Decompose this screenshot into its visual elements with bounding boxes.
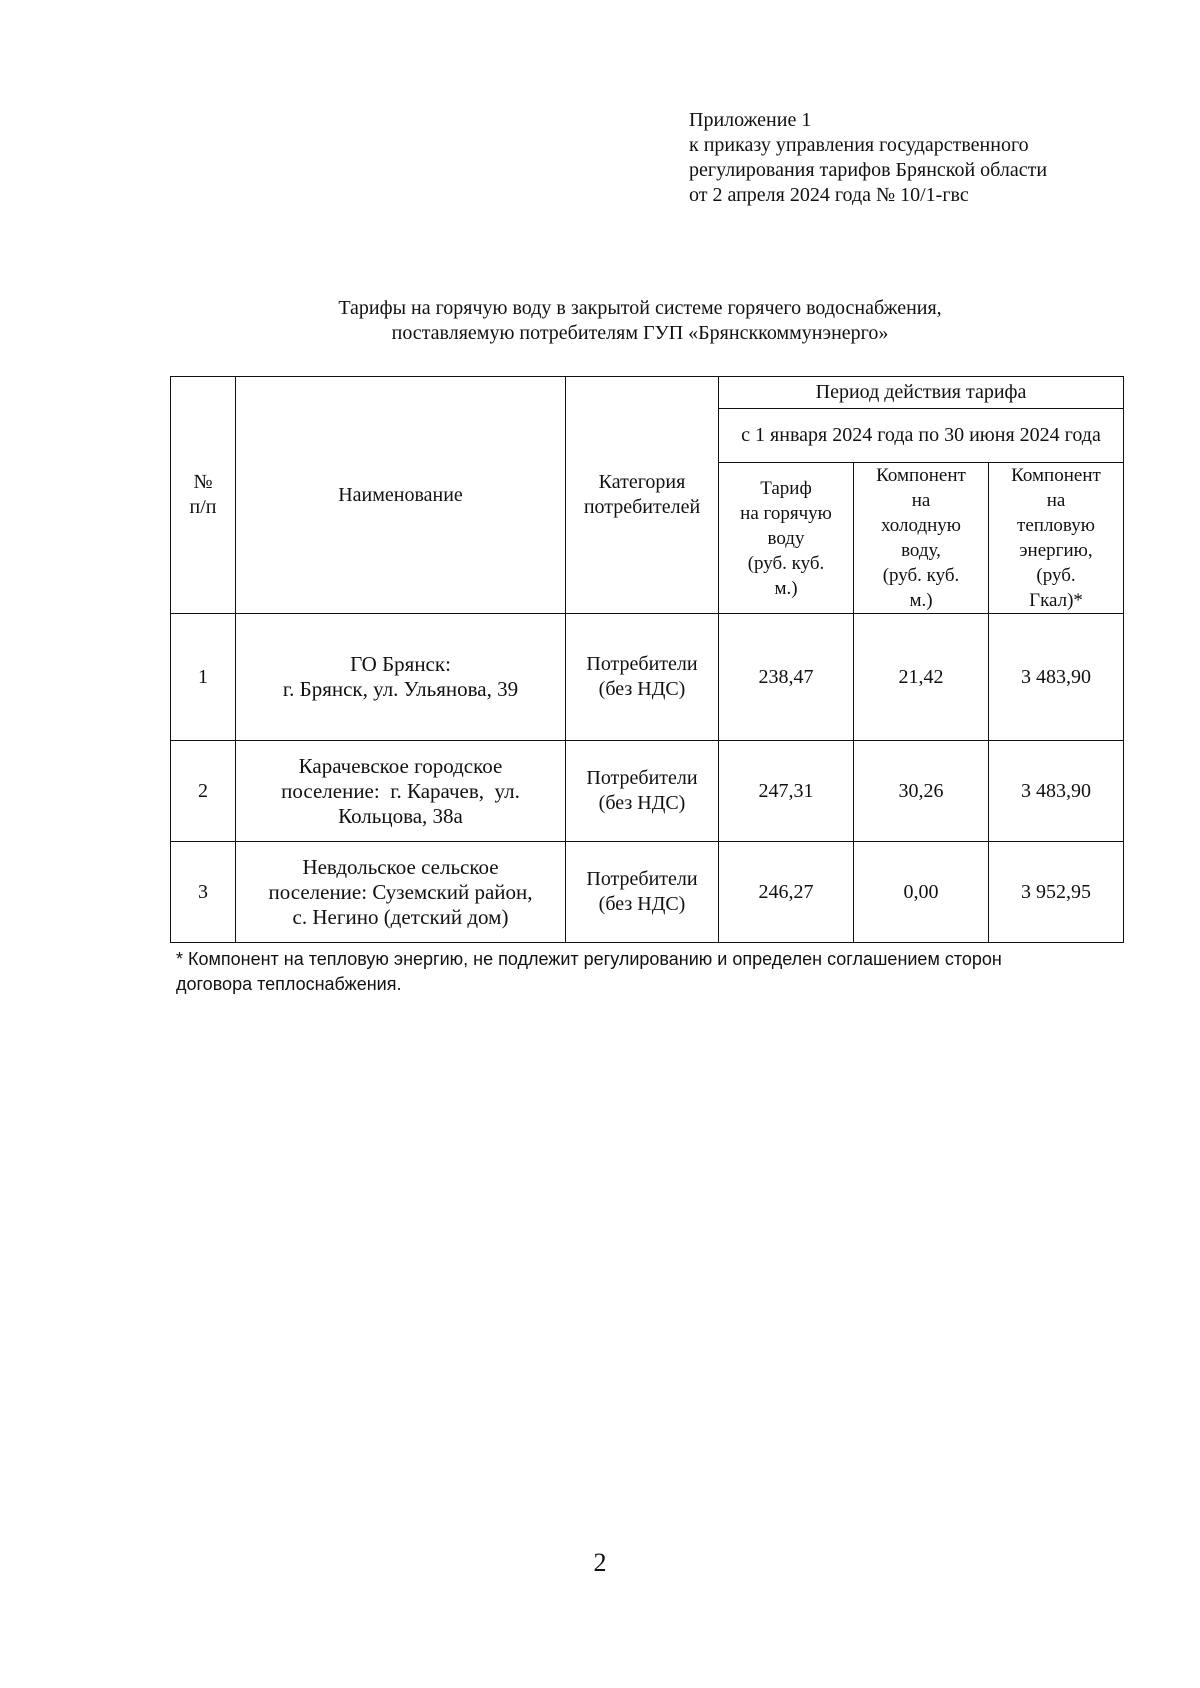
header-heat-component: Компонент на тепловую энергию, (руб. Гкал)*	[989, 463, 1124, 614]
header-name: Наименование	[236, 377, 566, 614]
header-period: Период действия тарифа	[719, 377, 1124, 409]
appendix-header	[689, 108, 1047, 208]
header-period-range: с 1 января 2024 года по 30 июня 2024 года	[719, 409, 1124, 463]
appendix-line: Приложение 1	[689, 109, 812, 131]
table-row	[171, 614, 1124, 741]
appendix-line: к приказу управления государственного	[689, 134, 1029, 156]
cell-num: 3	[171, 842, 236, 943]
cell-heat: 3 952,95	[989, 842, 1124, 943]
title-line-1: Тарифы на горячую воду в закрытой системе горячего водоснабжения,	[338, 297, 942, 319]
header-tariff: Тариф на горячую воду (руб. куб. м.)	[719, 463, 854, 614]
cell-cold: 0,00	[854, 842, 989, 943]
cell-name: Невдольское сельское поселение: Суземский район, с. Негино (детский дом)	[236, 842, 566, 943]
page-number: 2	[593, 1548, 607, 1577]
footnote	[176, 947, 1136, 997]
appendix-line: регулирования тарифов Брянской области	[689, 159, 1048, 181]
cell-tariff: 246,27	[719, 842, 854, 943]
cell-heat: 3 483,90	[989, 741, 1124, 842]
header-cold-component: Компонент на холодную воду, (руб. куб. м.)	[854, 463, 989, 614]
cell-cold: 30,26	[854, 741, 989, 842]
cell-num: 1	[171, 614, 236, 741]
cell-tariff: 238,47	[719, 614, 854, 741]
table-row	[171, 842, 1124, 943]
cell-cold: 21,42	[854, 614, 989, 741]
title-line-2: поставляемую потребителям ГУП «Брянсккоммунэнерго»	[391, 322, 889, 344]
cell-name: ГО Брянск: г. Брянск, ул. Ульянова, 39	[236, 614, 566, 741]
cell-heat: 3 483,90	[989, 614, 1124, 741]
header-row-1	[171, 377, 1124, 409]
header-category: Категория потребителей	[566, 377, 719, 614]
cell-category: Потребители (без НДС)	[566, 842, 719, 943]
cell-num: 2	[171, 741, 236, 842]
document-title	[150, 296, 1130, 346]
cell-category: Потребители (без НДС)	[566, 614, 719, 741]
cell-tariff: 247,31	[719, 741, 854, 842]
footnote-line-1: * Компонент на тепловую энергию, не подлежит регулированию и определен соглашением сторон	[176, 949, 1002, 969]
table-row	[171, 741, 1124, 842]
cell-category: Потребители (без НДС)	[566, 741, 719, 842]
tariff-table	[170, 376, 1124, 943]
appendix-line: от 2 апреля 2024 года № 10/1-гвс	[689, 184, 969, 206]
cell-name: Карачевское городское поселение: г. Карачев, ул. Кольцова, 38а	[236, 741, 566, 842]
footnote-line-2: договора теплоснабжения.	[176, 974, 402, 994]
header-num: № п/п	[171, 377, 236, 614]
